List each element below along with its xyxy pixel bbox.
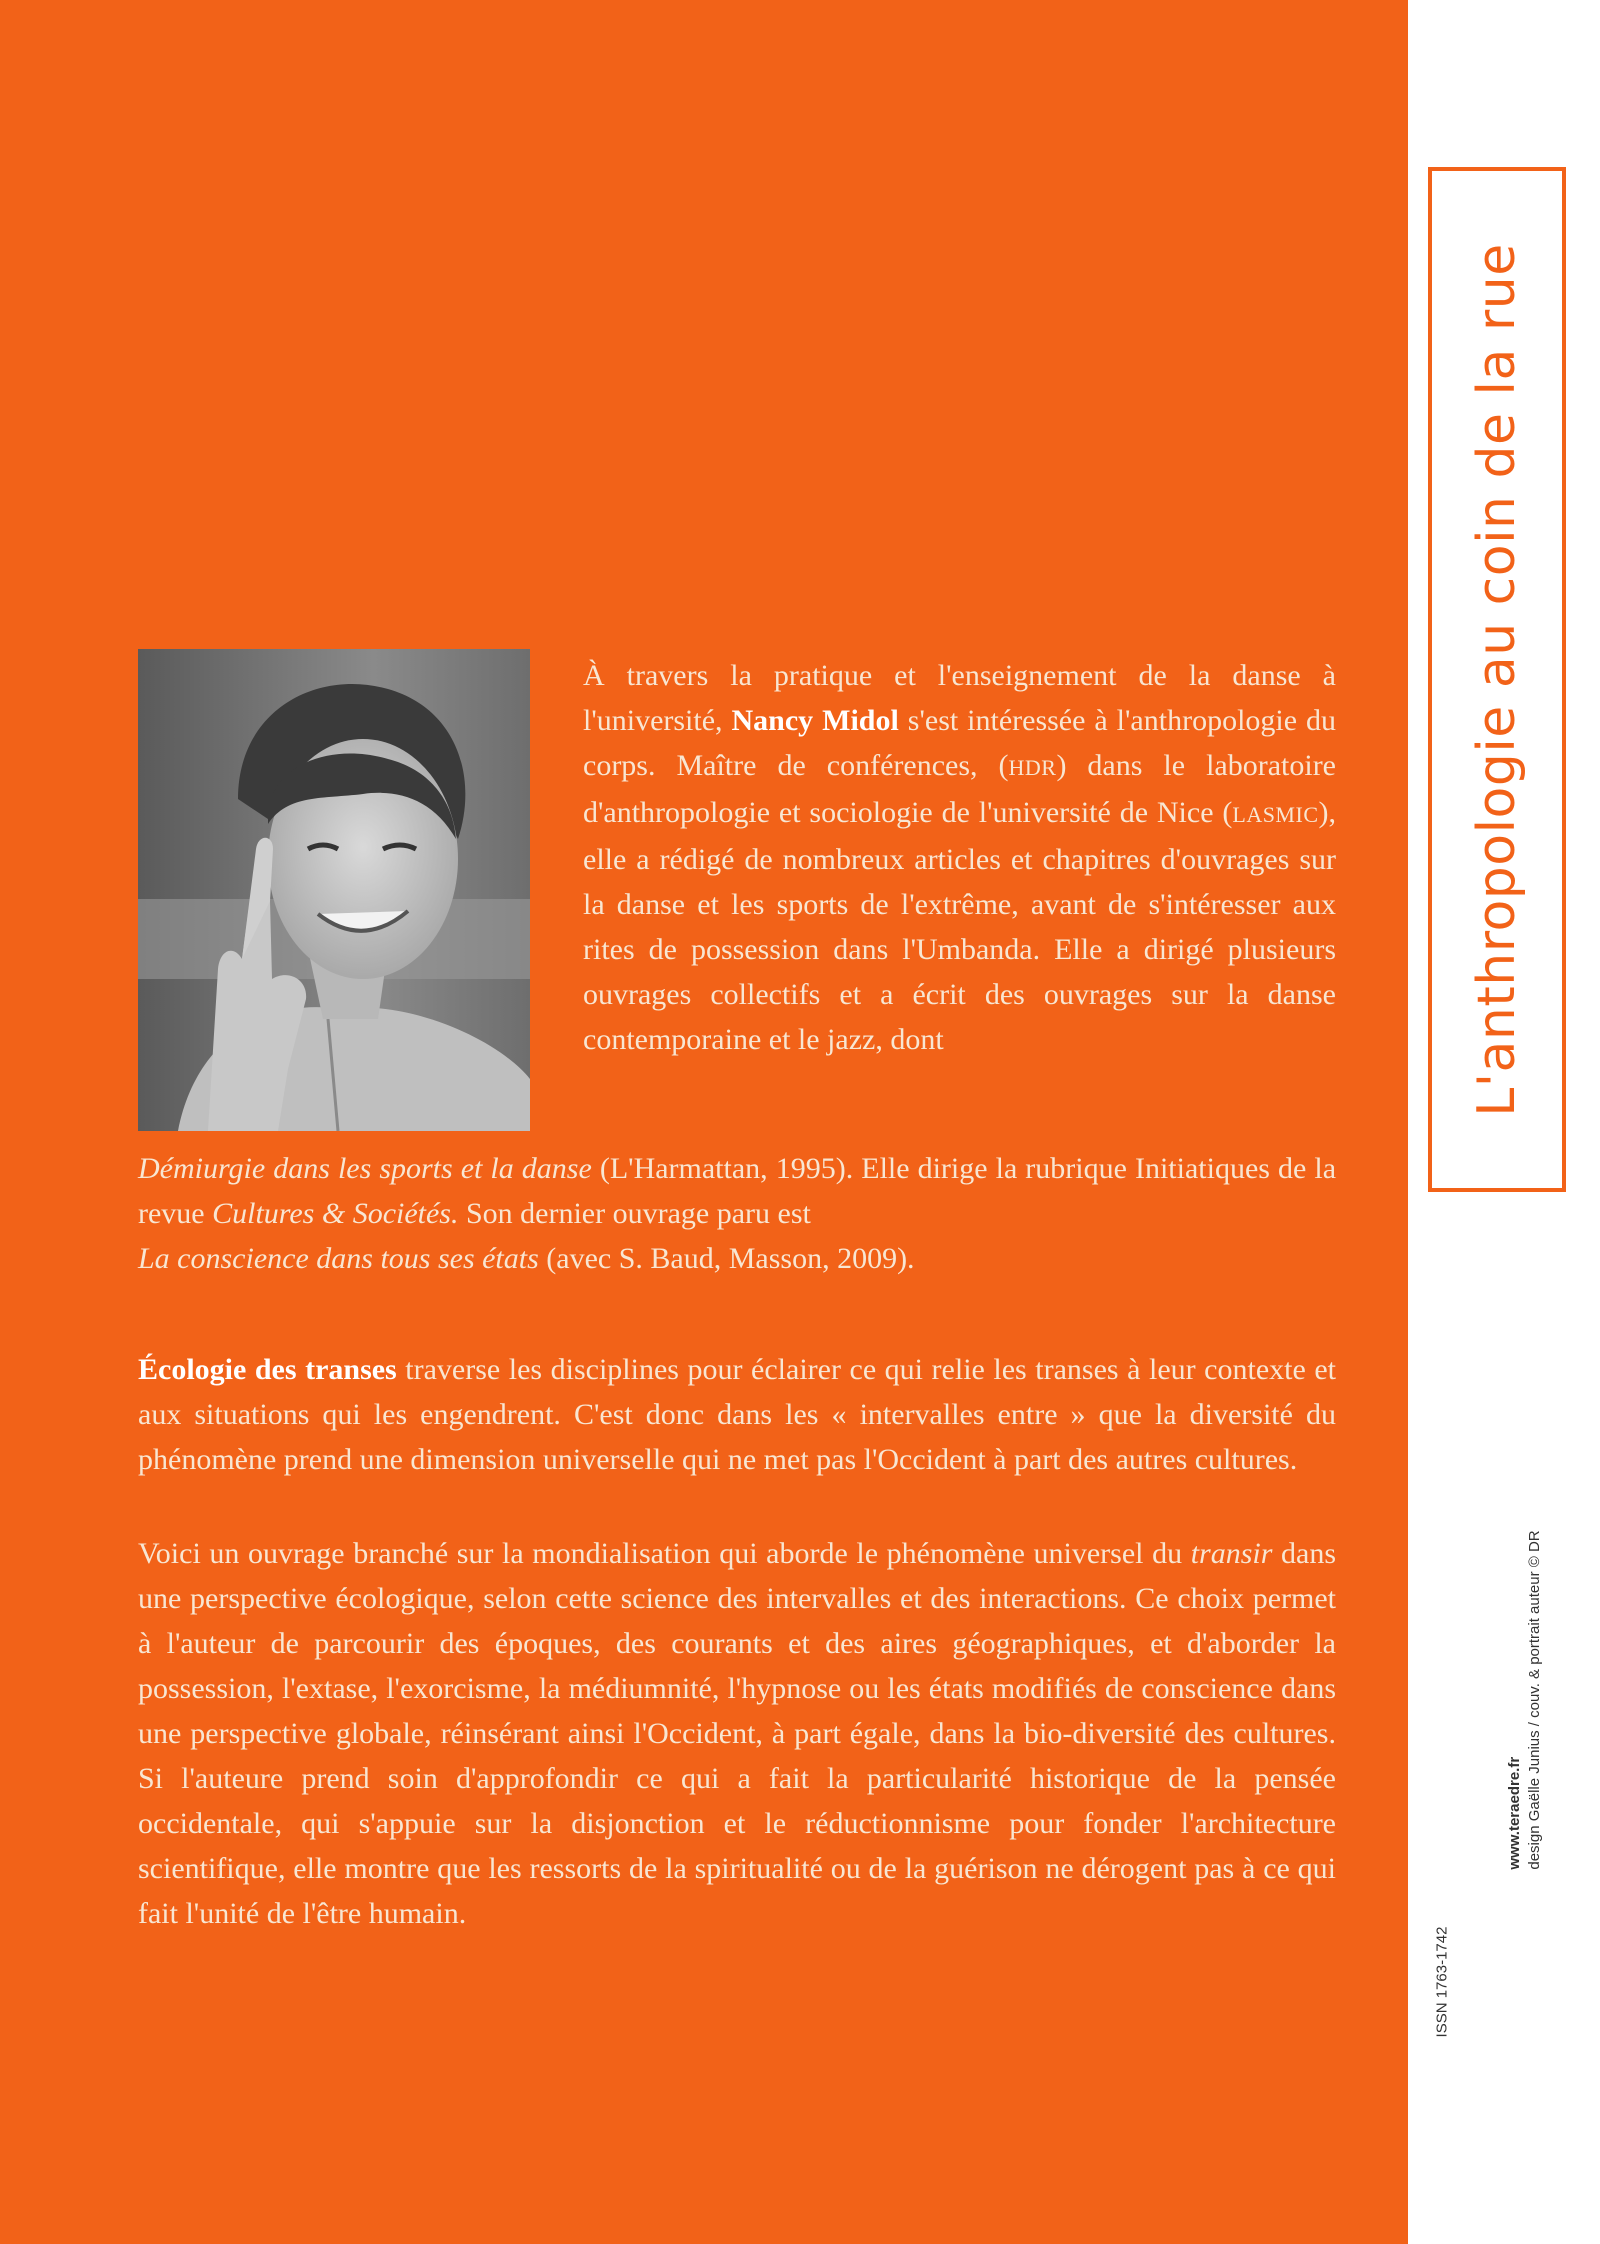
publisher-credits <box>1505 1530 1545 1869</box>
book-title-demiurgie: Démiurgie dans les sports et la danse <box>138 1152 592 1185</box>
book-summary-intro: Écologie des transes traverse les disciplines pour éclairer ce qui relie les transes à leur contexte et aux situations qui les engendrent. C'est donc dans les « intervalles entre » que la diversité du phénomène prend une dimension universelle qui ne met pas l'Occident à part des autres cultures. <box>138 1353 1336 1476</box>
author-portrait <box>138 649 530 1131</box>
author-bio-continued: Démiurgie dans les sports et la danse (L'Harmattan, 1995). Elle dirige la rubrique Initiatiques de la revue Cultures & Sociétés. Son dernier ouvrage paru est La conscience dans tous ses états (avec S. Baud, Masson, 2009). <box>138 1152 1337 1275</box>
series-title: L'anthropologie au coin de la rue <box>1467 243 1527 1117</box>
book-title: Écologie des transes <box>138 1353 397 1386</box>
issn-number: ISSN 1763-1742 <box>1433 1926 1451 2038</box>
transir-term: transir <box>1190 1537 1273 1570</box>
publisher-website: www.teraedre.fr <box>1506 1756 1523 1870</box>
book-summary-body: Voici un ouvrage branché sur la mondialisation qui aborde le phénomène universel du transir dans une perspective écologique, selon cette science des intervalles et des interactions. Ce choix permet à l'auteur de parcourir des époques, des courants et des aires géographiques, et d'aborder la possession, l'extase, l'exorcisme, la médiumnité, l'hypnose ou les états modifiés de conscience dans une perspective globale, réinsérant ainsi l'Occident, à part égale, dans la bio-diversité des cultures. Si l'auteure prend soin d'approfondir ce qui a fait la particularité historique de la pensée occidentale, qui s'appuie sur la disjonction et le réductionnisme pour fonder l'architecture scientifique, elle montre que les ressorts de la spiritualité ou de la guérison ne dérogent pas à ce qui fait l'unité de l'être humain. <box>138 1537 1337 1930</box>
author-name: Nancy Midol <box>731 704 899 737</box>
journal-title: Cultures & Sociétés. <box>212 1197 459 1230</box>
author-bio: À travers la pratique et l'enseignement de la danse à l'université, Nancy Midol s'est intéressée à l'anthropologie du corps. Maître de conférences, (HDR) dans le laboratoire d'anthropologie et sociologie de l'université de Nice (LASMIC), elle a rédigé de nombreux articles et chapitres d'ouvrages sur la danse et les sports de l'extrême, avant de s'intéresser aux rites de possession dans l'Umbanda. Elle a dirigé plusieurs ouvrages collectifs et a écrit des ouvrages sur la danse contemporaine et le jazz, dont <box>583 659 1337 1056</box>
author-portrait-image <box>138 649 530 1131</box>
book-title-conscience: La conscience dans tous ses états <box>138 1242 539 1275</box>
design-credit: design Gaëlle Junius / couv. & portrait auteur © DR <box>1526 1530 1543 1870</box>
